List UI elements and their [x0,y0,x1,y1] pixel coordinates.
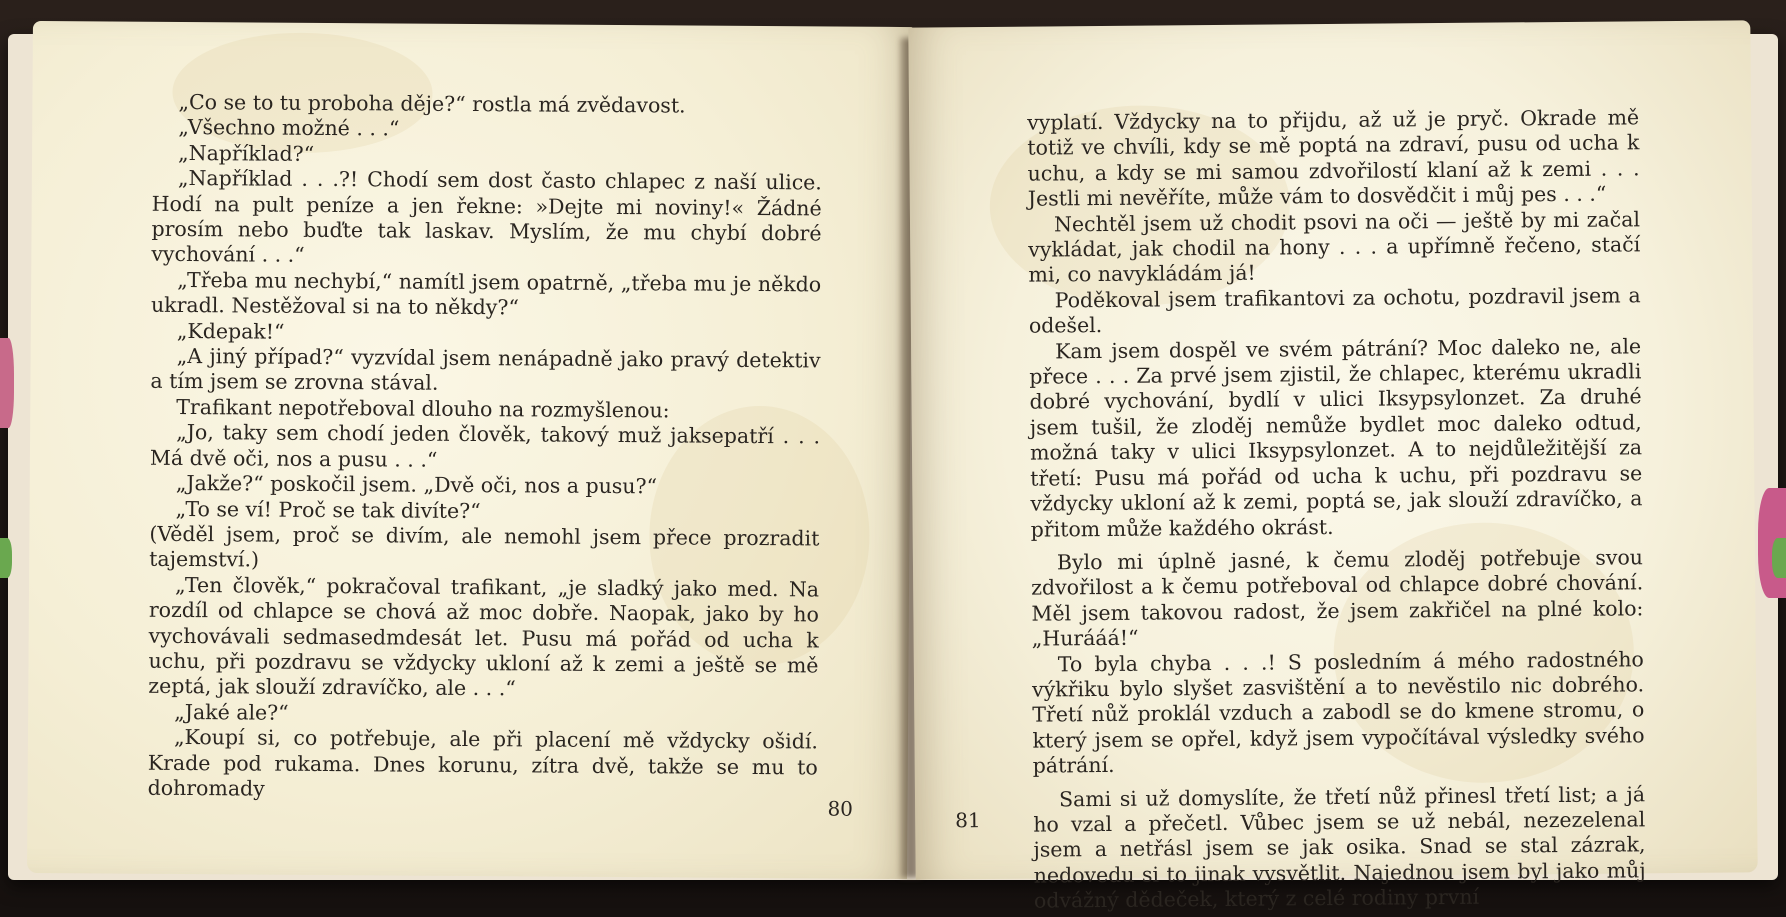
right-page [908,20,1757,913]
paragraph: „A jiný případ?“ vyzvídal jsem nenápadně jako pravý detektiv a tím jsem se zrovna stával. [150,344,821,396]
open-book [0,18,1786,913]
paragraph: „Jakže?“ poskočil jsem. „Dvě oči, nos a pusu?“ [175,471,658,499]
left-page [27,21,913,879]
paragraph: „Všechno možné . . .“ [178,115,400,141]
right-page-text [1027,105,1646,914]
paragraph: Kam jsem dospěl ve svém pátrání? Moc daleko ne, ale přece . . . Za prvé jsem zjistil, že chlapec, kterému ukradli dobré vychování, bydlí v ulici Iksypsylonzet. Za druhé jsem tušil, že zloděj nemůže bydlet moc daleko odtud, možná taky v ulici Iksypsylonzet. A to nejdůležitější za třetí: Pusu má pořád od ucha k uchu, při pozdravu se vždycky ukloní až k zemi, poptá se, jak slouží zdravíčko, a přitom může každého okrást. [1029,333,1643,542]
paragraph: Trafikant nepotřeboval dlouho na rozmyšlenou: [176,394,670,423]
paragraph: Sami si už domyslíte, že třetí nůž přinesl třetí list; a já ho vzal a přečetl. Vůbec jsem se už nebál, nezezelenal jsem a netřásl jsem se jak osika. Snad se stal zázrak, nedovedu si to jinak vysvětlit. Najednou jsem byl jako můj odvážný dědeček, který z celé rodiny první [1033,781,1646,913]
page-number: 80 [827,796,854,821]
paragraph: „Například?“ [177,140,315,166]
paragraph: „Co se to tu proboha děje?“ rostla má zvědavost. [178,89,686,118]
paragraph: „Jaké ale?“ [174,699,289,725]
page-number: 81 [955,808,981,833]
paragraph: „Třeba mu nechybí,“ namítl jsem opatrně, „třeba mu je někdo ukradl. Nestěžoval si na to někdy?“ [150,267,822,320]
cover-illustration-edge [1772,538,1786,578]
paragraph: Bylo mi úplně jasné, k čemu zloděj potřebuje svou zdvořilost a k čemu potřeboval od chlapce dobré chování. Měl jsem takovou radost, že jsem zakřičel na plné kolo: „Hurááá!“ [1031,545,1644,651]
paragraph: Poděkoval jsem trafikantovi za ochotu, pozdravil jsem a odešel. [1028,283,1641,338]
paragraph: (Věděl jsem, proč se divím, ale nemohl jsem přece prozradit tajemství.) [149,521,820,572]
left-page-text [148,90,823,806]
paragraph: Nechtěl jsem už chodit psovi na oči — ještě by mi začal vykládat, jak chodil na hony . . . a upřímně řečeno, stačí mi, co navykládám já! [1028,206,1641,288]
cover-illustration-edge [0,538,12,578]
paragraph: „To se ví! Proč se tak divíte?“ [175,496,481,523]
paragraph: „Například . . .?! Chodí sem dost často chlapec z naší ulice. Hodí na pult peníze a jen řekne: »Dejte mi noviny!« Žádné prosím nebo buďte tak laskav. Myslím, že mu chybí dobré vychování . . .“ [151,166,822,268]
paragraph: „Koupí si, co potřebuje, ale při placení mě vždycky ošidí. Krade pod rukama. Dnes korunu, zítra dvě, takže se mu to dohromady [147,725,819,801]
paragraph: „Ten člověk,“ pokračoval trafikant, „je sladký jako med. Na rozdíl od chlapce se chová až moc dobře. Naopak, jako by ho vychovávali sedmasedmdesát let. Pusu má pořád od ucha k uchu, při pozdravu se vždycky ukloní až k zemi a ještě se mě zeptá, jak slouží zdravíčko, ale . . .“ [148,572,820,701]
cover-illustration-edge [0,338,14,428]
paragraph: To byla chyba . . .! S posledním á mého radostného výkřiku bylo slyšet zasvištění a to nevěstilo nic dobrého. Třetí nůž proklál vzduch a zabodl se do kmene stromu, o který jsem se opřel, když jsem vypočítával výsledky svého pátrání. [1031,646,1645,778]
paragraph: vyplatí. Vždycky na to přijdu, až už je pryč. Okrade mě totiž ve chvíli, kdy se mě poptá na zdraví, pusu od ucha k uchu, a kdy se mi samou zdvořilostí klaní až k zemi . . . Jestli mi nevěříte, může vám to dosvědčit i můj pes . . .“ [1027,105,1640,211]
paragraph: „Kdepak!“ [176,318,285,344]
paragraph: „Jo, taky sem chodí jeden člověk, takový muž jaksepatří . . . Má dvě oči, nos a pusu . . .“ [149,420,821,472]
